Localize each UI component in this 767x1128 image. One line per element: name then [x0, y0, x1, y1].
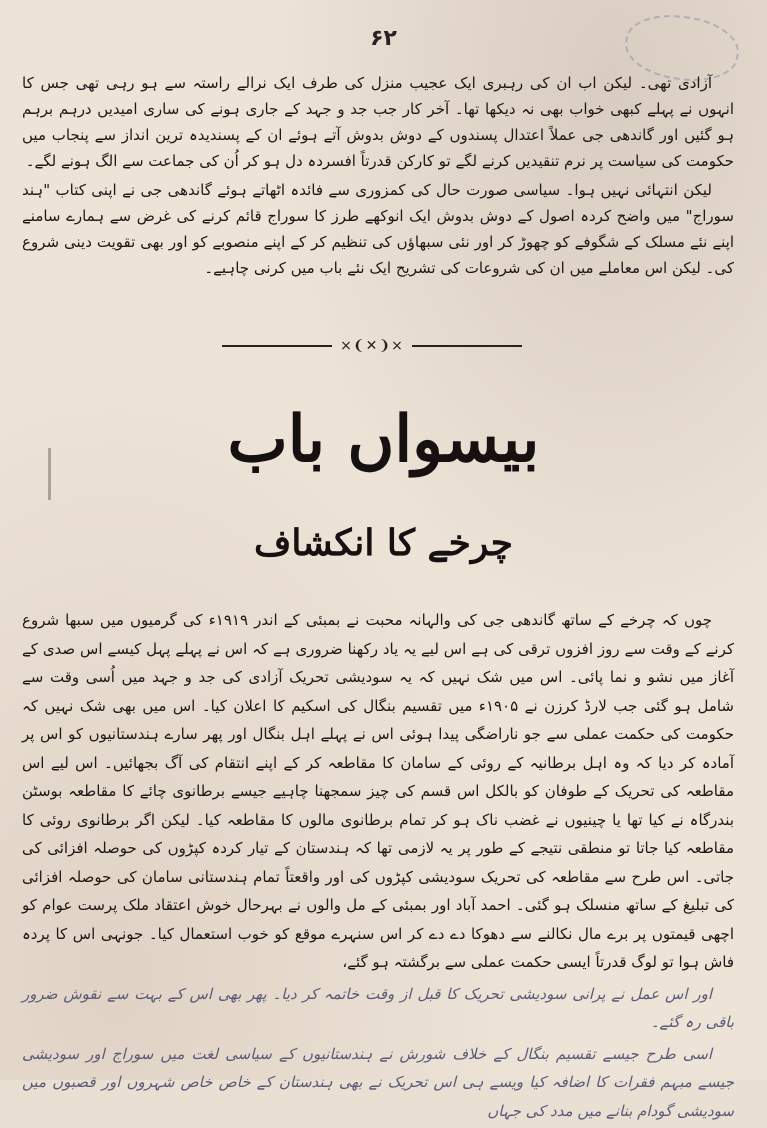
bottom-paragraph-3: اسی طرح جیسے تقسیم بنگال کے خلاف شورش نے ہندستانیوں کے سیاسی لغت میں سوراج اور سودیشی جیسے مبہم فقرات کا اضافہ کیا ویسے ہی اس تحریک نے بھی ہندستان کے خاص خاص شہروں اور قصبوں میں سودیشی گودام بنانے میں مدد کی جہاں — [22, 1044, 734, 1120]
chapter-subtitle: چرخے کا انکشاف — [254, 522, 513, 564]
top-paragraph-1: آزادی تھی۔ لیکن اب ان کی رہبری ایک عجیب منزل کی طرف ایک نرالے راستہ سے ہو رہی تھی جس کا انہوں نے پہلے کبھی خواب بھی نہ دیکھا تھا۔ آخر کار جب جد و جہد کے جاری ہونے کی ساری امیدیں درہم برہم ہو گئیں اور گاندھی جی عملاً اعتدال پسندوں کے دوش بدوش آتے ہوئے ان کے پسندیدہ ترین انداز سے پنجاب میں حکومت کی سیاست پر نرم تنقیدیں کرنے لگے تو کارکن قدرتاً افسردہ دل ہو کر اُن کی جماعت سے الگ ہونے لگے۔ — [22, 74, 734, 170]
divider-rule-right — [412, 345, 522, 347]
bottom-paragraph-1: چوں کہ چرخے کے ساتھ گاندھی جی کی والہانہ محبت نے بمبئی کے اندر ۱۹۱۹ء کی گرمیوں میں سبھا شروع کرنے کے وقت سے روز افزوں ترقی کی ہے اس لیے یہ یاد رکھنا ضروری ہے کہ اس نے پہلے پہل کیسے اس صدی کے آغاز میں نشو و نما پائی۔ اس میں شک نہیں کہ یہ سودیشی تحریک آزادی کی جد و جہد میں اُسی وقت سے شامل ہو گئی جب لارڈ کرزن نے ۱۹۰۵ء میں تقسیم بنگال کی اسکیم کا اعلان کیا۔ اس میں بھی شک نہیں کہ حکومت کی حکمت عملی سے جو ناراضگی پیدا ہوئی اس نے پہلے اہل بنگال اور پھر سارے ہندستانیوں کو اس پر آمادہ کر دیا کہ وہ اہل برطانیہ کے روئی کے سامان کا مقاطعہ کر کے اپنے انتقام کی آگ بجھائیں۔ اس لیے اس مقاطعہ کی تحریک کے طوفان کو بالکل اس قسم کی چیز سمجھنا چاہیے جیسے برطانوی چائے کا مقاطعہ بوسٹن بندرگاہ نے کیا تھا یا چینیوں نے غضب ناک ہو کر تمام برطانوی مالوں کا مقاطعہ کیا۔ لیکن اگر برطانوی روئی کا مقاطعہ کیا جاتا تو منطقی نتیجے کے طور پر یہ لازمی تھا کہ ہندستان کے تیار کردہ کپڑوں کی حوصلہ افزائی کی جاتی۔ اس طرح سے مقاطعہ کی تحریک سودیشی کپڑوں کی اور واقعتاً تمام ہندستانی سامان کی حوصلہ افزائی کی تبلیغ کے ساتھ منسلک ہو گئی۔ احمد آباد اور بمبئی کے مل والوں نے بہرحال خوش اعتقاد ملک پرست عوام کو اچھی قیمتوں پر برے مال نکالنے سے دھوکا دے دے کر اس سنہرے موقع کو خوب استعمال کیا۔ جونہی اس کا پردہ فاش ہوا تو لوگ قدرتاً ایسی حکمت عملی سے برگشتہ ہو گئے، — [22, 611, 734, 971]
bottom-paragraph-2: اور اس عمل نے پرانی سودیشی تحریک کا قبل از وقت خاتمہ کر دیا۔ پھر بھی اس کے بہت سے نقوش ضرور باقی رہ گئے۔ — [22, 984, 734, 1031]
divider-rule-left — [222, 345, 332, 347]
top-paragraph-2: لیکن انتہائی نہیں ہوا۔ سیاسی صورت حال کی کمزوری سے فائدہ اٹھاتے ہوئے گاندھی جی نے اپنی کتاب "ہند سوراج" میں واضح کردہ اصول کے دوش بدوش ایک انوکھے طرز کا سوراج قائم کرنے کی غرض سے ہمارے سامنے اپنے نئے مسلک کے شگوفے کو چھوڑ کر اور نئی سبھاؤں کی تنظیم کر کے اپنے منصوبے کو اور بھی تقویت دینی شروع کی۔ لیکن اس معاملے میں ان کی شروعات کی تشریح ایک نئے باب میں کرنی چاہیے۔ — [22, 181, 734, 277]
top-text-block — [22, 70, 734, 284]
divider-ornament: ×❨✕❩× — [340, 338, 404, 354]
bottom-text-block — [22, 606, 734, 1128]
section-divider — [222, 338, 522, 354]
page-number: ۶۲ — [370, 26, 397, 51]
chapter-title: بیسواں باب — [227, 402, 540, 477]
